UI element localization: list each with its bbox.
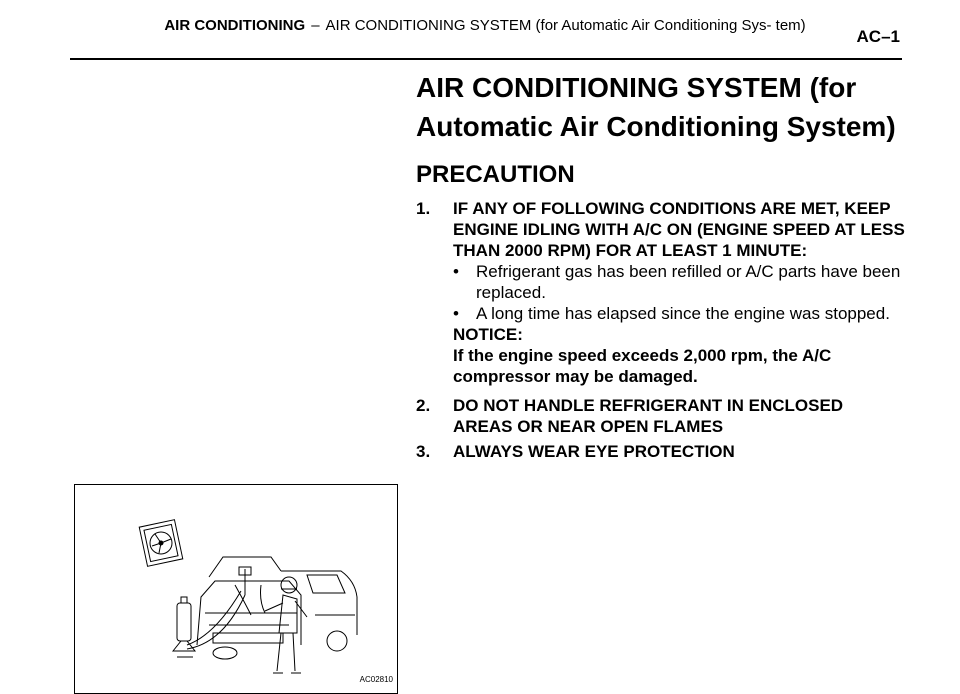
- page-number: AC–1: [856, 27, 900, 46]
- item-text: DO NOT HANDLE REFRIGERANT IN ENCLOSED AREAS OR NEAR OPEN FLAMES: [453, 396, 844, 436]
- condition-bullet: [453, 261, 906, 303]
- main-content: [416, 68, 906, 462]
- item-text: ALWAYS WEAR EYE PROTECTION: [453, 442, 735, 461]
- bullet-text: Refrigerant gas has been refilled or A/C parts have been replaced.: [476, 262, 901, 302]
- header-title-block: [150, 16, 820, 35]
- page-header: [70, 14, 902, 60]
- bullet-icon: •: [453, 304, 459, 323]
- notice-text: If the engine speed exceeds 2,000 rpm, the A/C compressor may be damaged.: [453, 346, 832, 386]
- header-separator: –: [311, 17, 320, 34]
- hose-lines: [187, 567, 251, 649]
- section-heading: PRECAUTION: [416, 161, 575, 188]
- car-icon: [197, 557, 357, 659]
- item-number: 3.: [416, 442, 431, 461]
- item-text: IF ANY OF FOLLOWING CONDITIONS ARE MET, KEEP ENGINE IDLING WITH A/C ON (ENGINE SPEED AT LESS THAN 2000 RPM) FOR AT LEAST 1 MINUTE:: [453, 199, 905, 260]
- precaution-item-2: [416, 395, 906, 437]
- item-number: 1.: [416, 199, 431, 218]
- figure-code: AC02810: [359, 675, 393, 684]
- header-section-name: AIR CONDITIONING: [164, 17, 306, 34]
- illustration-figure: [74, 484, 398, 694]
- precaution-item-3: [416, 441, 906, 462]
- bullet-icon: •: [453, 262, 459, 281]
- bullet-text: A long time has elapsed since the engine was stopped.: [476, 304, 890, 323]
- fan-icon: [139, 520, 183, 567]
- header-subtitle: AIR CONDITIONING SYSTEM (for Automatic Air Conditioning Sys- tem): [325, 17, 806, 34]
- page-title: AIR CONDITIONING SYSTEM (for Automatic Air Conditioning System): [416, 72, 896, 142]
- notice-label: NOTICE:: [453, 325, 523, 344]
- condition-bullet: [453, 303, 906, 324]
- illustration-drawing: [75, 485, 398, 694]
- condition-list: [453, 261, 906, 324]
- item-number: 2.: [416, 396, 431, 415]
- precaution-item-1: [416, 198, 906, 387]
